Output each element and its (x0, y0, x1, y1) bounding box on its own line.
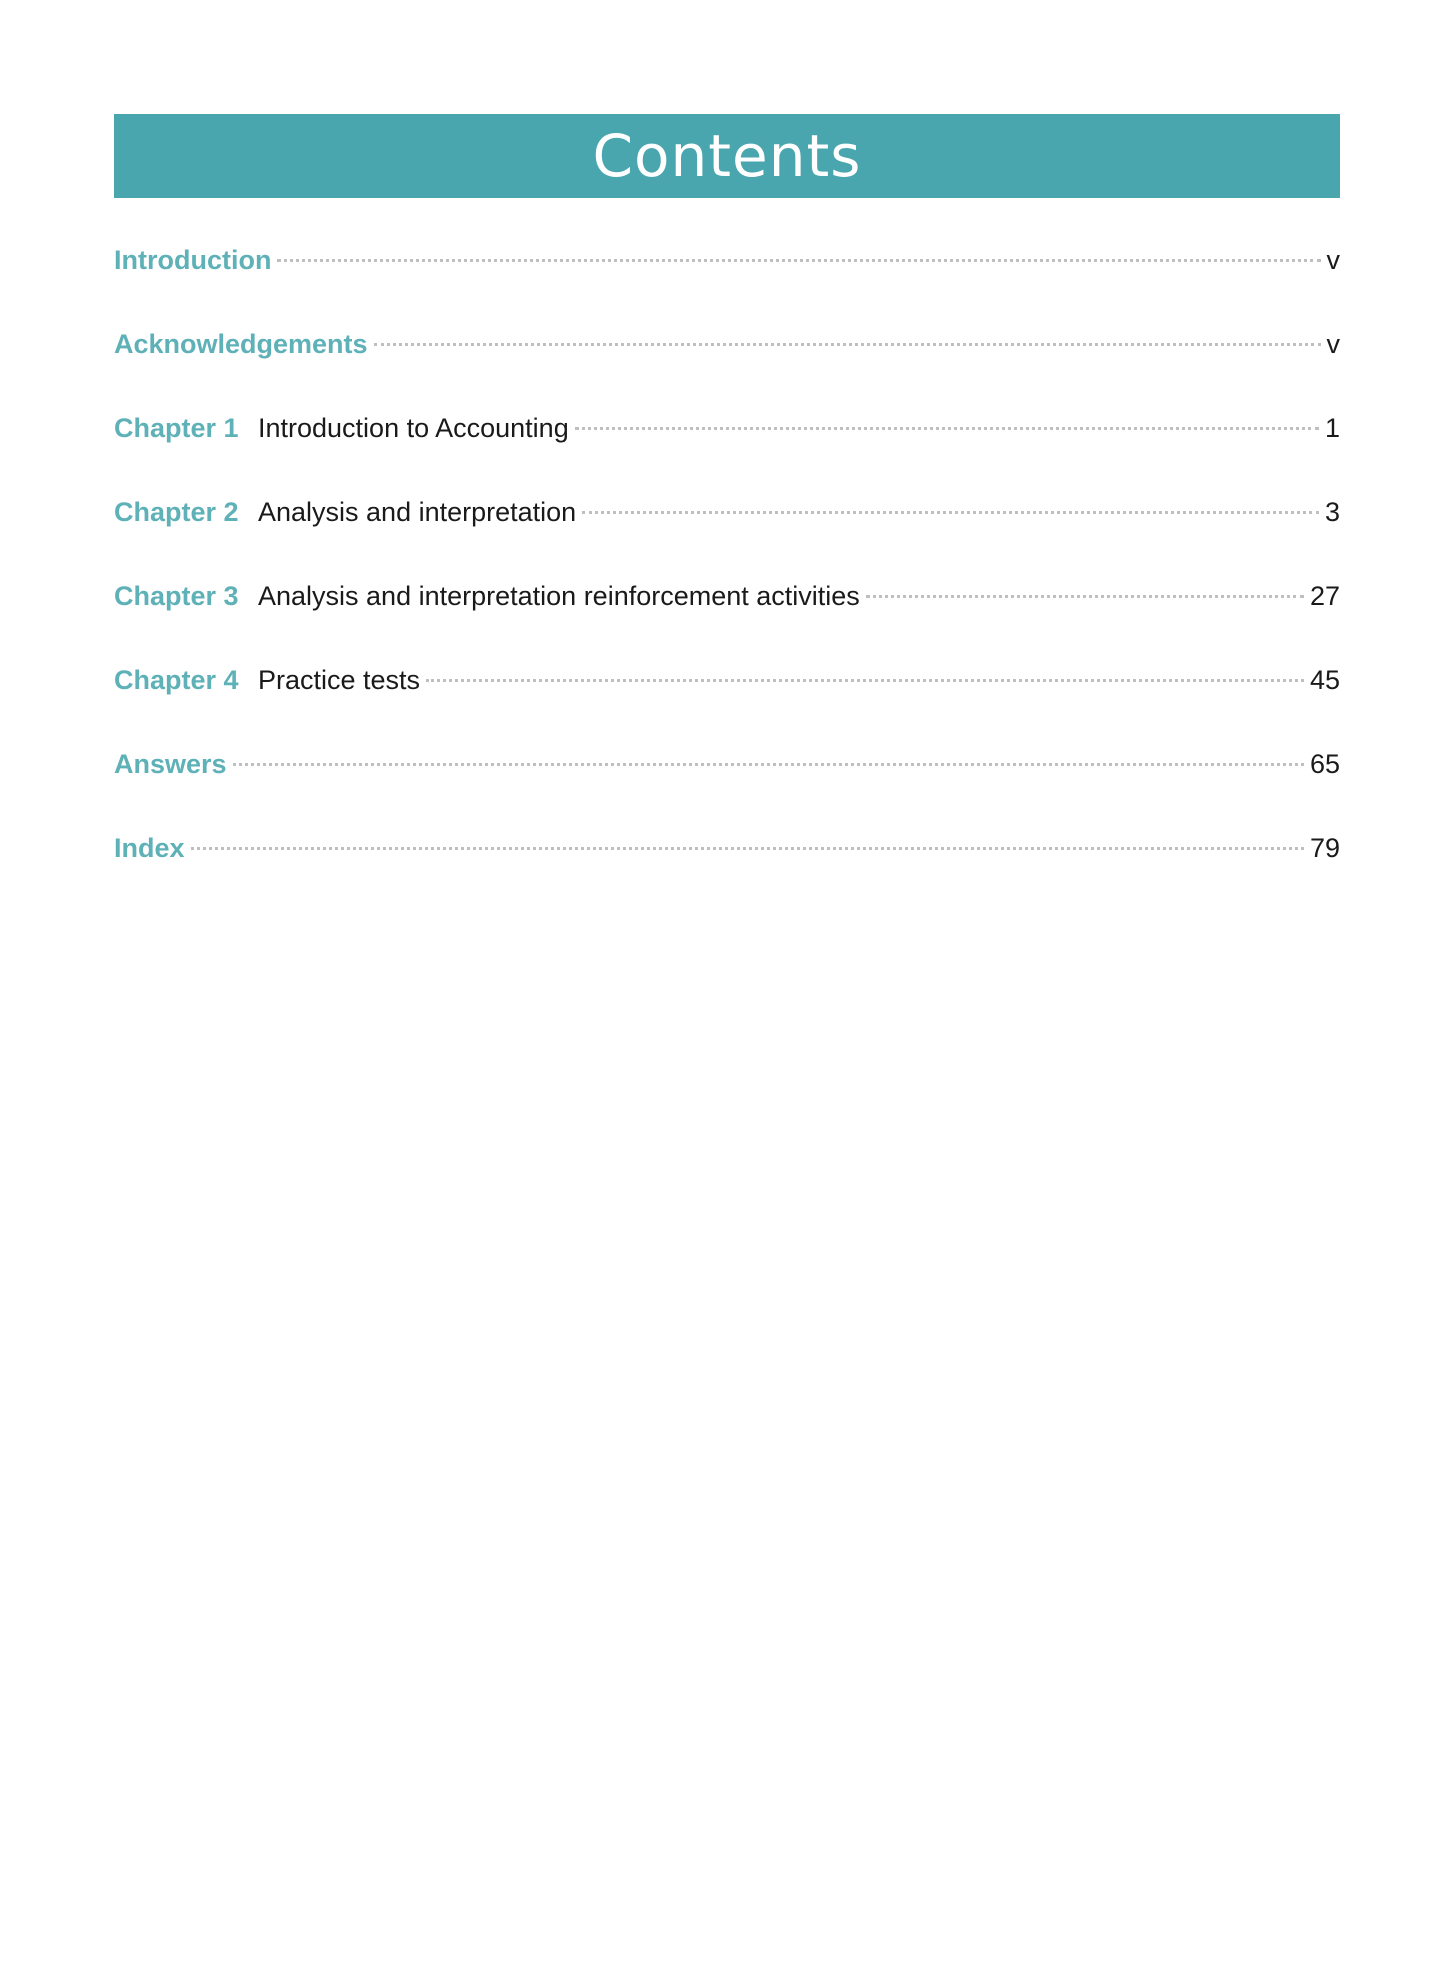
toc-entry-chapter-2[interactable] (114, 488, 1340, 572)
dot-leader (233, 763, 1304, 766)
toc-entry-page: 45 (1309, 665, 1340, 695)
dot-leader (277, 259, 1320, 262)
toc-entry-chapter-1[interactable] (114, 404, 1340, 488)
toc-entry-page: 1 (1324, 413, 1340, 443)
toc-entry-answers[interactable] (114, 740, 1340, 824)
toc-entry-label: Acknowledgements (114, 329, 368, 359)
dot-leader (426, 679, 1304, 682)
toc-entry-chapter-3[interactable] (114, 572, 1340, 656)
dot-leader (582, 511, 1319, 514)
toc-entry-acknowledgements[interactable] (114, 320, 1340, 404)
dot-leader (866, 595, 1304, 598)
table-of-contents (114, 236, 1340, 908)
toc-entry-page: 65 (1309, 749, 1340, 779)
toc-entry-label: Introduction (114, 245, 272, 275)
dot-leader (374, 343, 1321, 346)
toc-entry-title: Practice tests (258, 665, 421, 695)
toc-entry-label: Answers (114, 749, 227, 779)
toc-entry-label: Index (114, 833, 185, 863)
toc-entry-introduction[interactable] (114, 236, 1340, 320)
toc-entry-page: v (1326, 329, 1340, 359)
toc-entry-title: Analysis and interpretation (258, 497, 577, 527)
toc-entry-page: 3 (1324, 497, 1340, 527)
toc-entry-label: Chapter 4 (114, 665, 239, 695)
toc-entry-label: Chapter 1 (114, 413, 239, 443)
contents-banner (114, 114, 1340, 198)
toc-entry-page: 79 (1309, 833, 1340, 863)
toc-entry-title: Analysis and interpretation reinforcement activities (258, 581, 860, 611)
toc-entry-label: Chapter 3 (114, 581, 239, 611)
toc-entry-page: 27 (1309, 581, 1340, 611)
toc-entry-label: Chapter 2 (114, 497, 239, 527)
toc-entry-chapter-4[interactable] (114, 656, 1340, 740)
toc-entry-index[interactable] (114, 824, 1340, 908)
toc-entry-page: v (1326, 245, 1340, 275)
dot-leader (191, 847, 1304, 850)
page-title: Contents (592, 122, 862, 190)
dot-leader (575, 427, 1319, 430)
toc-entry-title: Introduction to Accounting (258, 413, 569, 443)
